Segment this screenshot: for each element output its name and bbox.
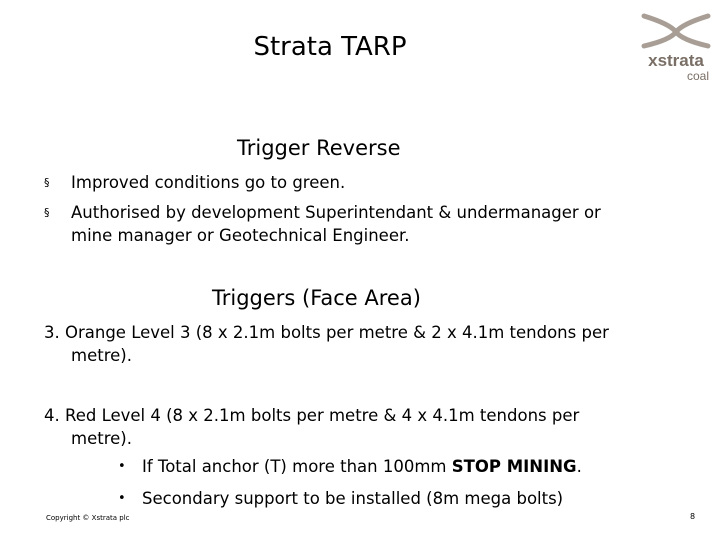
sub-bullet-1-text: If Total anchor (T) more than 100mm [142,457,452,476]
page-number: 8 [690,512,696,521]
sub-bullet-marker: • [118,491,126,506]
slide-title: Strata TARP [253,32,407,62]
sub-bullet-1 [142,455,582,478]
logo-brand-text: xstrata [648,51,704,70]
trigger-reverse-heading: Trigger Reverse [237,136,401,160]
orange-level-line-1: 3. Orange Level 3 (8 x 2.1m bolts per metre & 2 x 4.1m tendons per [44,323,609,342]
sub-bullet-1-end: . [576,457,582,476]
logo-sub-text: coal [686,69,710,83]
bullet-marker: § [44,176,50,189]
reverse-item-2-line-1: Authorised by development Superintendant & undermanager or [71,203,601,222]
red-level-line-2: metre). [71,429,132,448]
sub-bullet-marker: • [118,459,126,474]
orange-level-line-2: metre). [71,346,132,365]
xstrata-coal-logo [636,8,716,84]
footer-copyright: Copyright © Xstrata plc [46,514,130,522]
xstrata-x-mark-icon [644,16,708,46]
red-level-line-1: 4. Red Level 4 (8 x 2.1m bolts per metre & 4 x 4.1m tendons per [44,406,580,425]
stop-mining-emphasis: STOP MINING [451,457,577,476]
reverse-item-1: Improved conditions go to green. [71,173,346,192]
sub-bullet-2: Secondary support to be installed (8m mega bolts) [142,489,564,508]
reverse-item-2-line-2: mine manager or Geotechnical Engineer. [71,226,410,245]
bullet-marker: § [44,206,50,219]
face-area-heading: Triggers (Face Area) [212,286,421,310]
